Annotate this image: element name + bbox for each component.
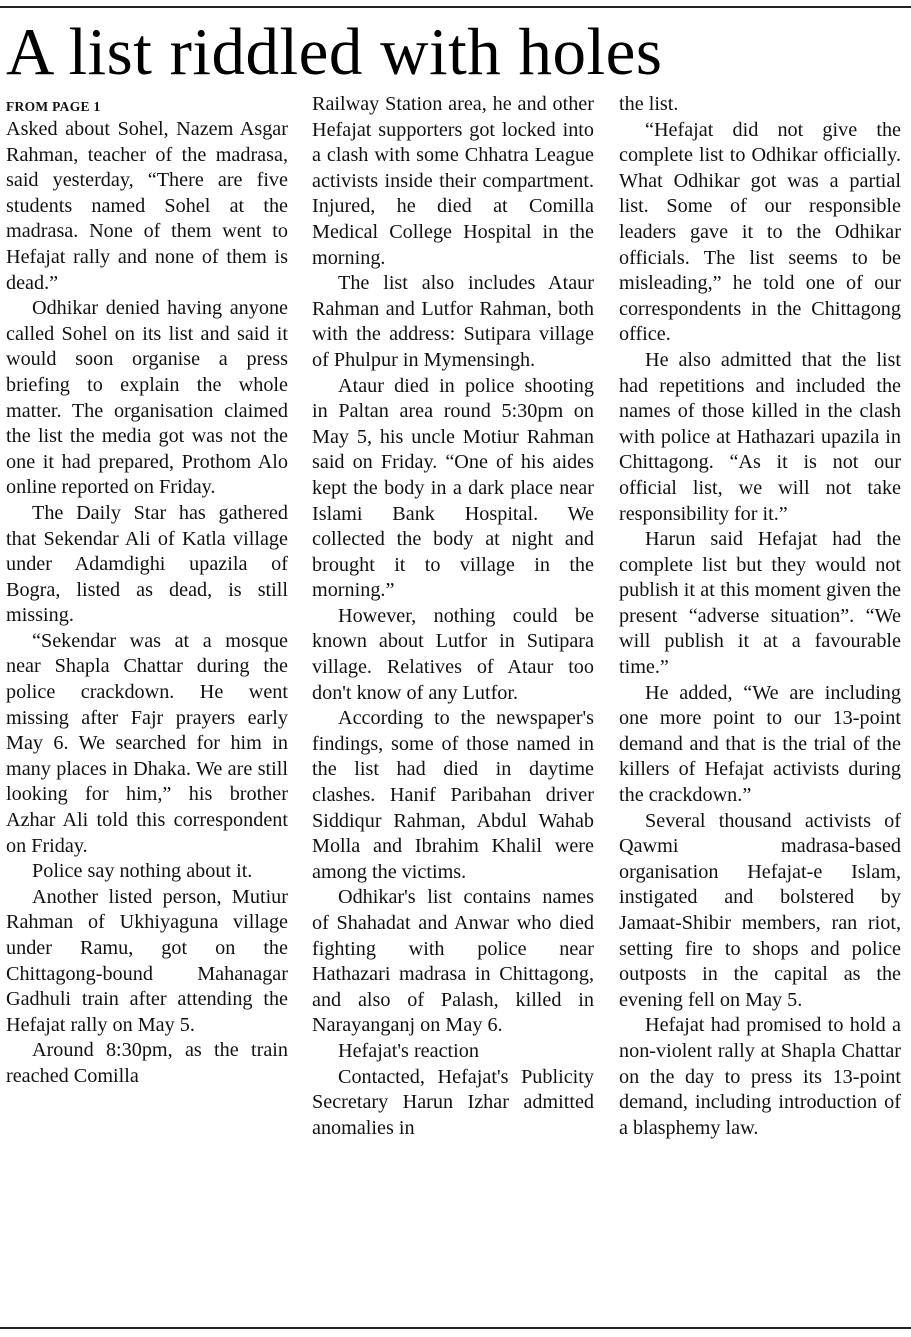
paragraph: He added, “We are including one more point to our 13-point demand and that is the trial of the killers of Hefajat activists during the crackdown.” (619, 681, 901, 807)
paragraph: However, nothing could be known about Lutfor in Sutipara village. Relatives of Ataur too don't know of any Lutfor. (312, 604, 594, 704)
kicker-from-page-1: FROM PAGE 1 (6, 99, 101, 114)
headline: A list riddled with holes (6, 15, 663, 89)
paragraph: “Sekendar was at a mosque near Shapla Chattar during the police crackdown. He went missing after Fajr prayers early May 6. We searched for him in many places in Dhaka. We are still looking for him,” his brother Azhar Ali told this correspondent on Friday. (6, 629, 288, 857)
paragraph: Police say nothing about it. (32, 860, 253, 883)
paragraph: Several thousand activists of Qawmi madrasa-based organisation Hefajat-e Islam, instigated and bolstered by Jamaat-Shibir members, ran riot, setting fire to shops and police outposts in the capital as the evening fell on May 5. (619, 809, 901, 1011)
paragraph: The list also includes Ataur Rahman and Lutfor Rahman, both with the address: Sutipara village of Phulpur in Mymensingh. (312, 272, 594, 371)
paragraph: “Hefajat did not give the complete list to Odhikar officially. What Odhikar got was a partial list. Some of our responsible leaders gave it to the Odhikar officials. The list seems to be misleading,” he told one of our correspondents in the Chittagong office. (619, 118, 901, 346)
paragraph: Around 8:30pm, as the train reached Comilla (6, 1039, 288, 1087)
column-3 (619, 92, 901, 1320)
paragraph: Railway Station area, he and other Hefajat supporters got locked into a clash with some Chhatra League activists inside their compartment. Injured, he died at Comilla Medical College Hospital in the morning. (312, 93, 594, 269)
paragraph: Ataur died in police shooting in Paltan area round 5:30pm on May 5, his uncle Motiur Rahman said on Friday. “One of his aides kept the body in a dark place near Islami Bank Hospital. We collected the body at night and brought it to village in the morning.” (312, 374, 594, 602)
paragraph: Hefajat had promised to hold a non-violent rally at Shapla Chattar on the day to press its 13-point demand, including introduction of a blasphemy law. (619, 1014, 901, 1139)
paragraph: According to the newspaper's findings, some of those named in the list had died in daytime clashes. Hanif Paribahan driver Siddiqur Rahman, Abdul Wahab Molla and Ibrahim Khalil were among the victims. (312, 707, 594, 883)
paragraph: Odhikar's list contains names of Shahadat and Anwar who died fighting with police near Hathazari madrasa in Chittagong, and also of Palash, killed in Narayanganj on May 6. (312, 886, 594, 1037)
paragraph: the list. (619, 93, 679, 115)
paragraph: Another listed person, Mutiur Rahman of Ukhiyaguna village under Ramu, got on the Chittagong-bound Mahanagar Gadhuli train after attending the Hefajat rally on May 5. (6, 885, 288, 1036)
subheading: Hefajat's reaction (338, 1039, 479, 1062)
paragraph: Contacted, Hefajat's Publicity Secretary Harun Izhar admitted anomalies in (312, 1065, 594, 1139)
paragraph: Asked about Sohel, Nazem Asgar Rahman, teacher of the madrasa, said yesterday, “There are five students named Sohel at the madrasa. None of them went to Hefajat rally and none of them is dead.” (6, 118, 288, 294)
paragraph: Odhikar denied having anyone called Sohel on its list and said it would soon organise a press briefing to explain the whole matter. The organisation claimed the list the media got was not the one it had prepared, Prothom Alo online reported on Friday. (6, 297, 288, 499)
column-1 (6, 92, 288, 1320)
top-rule (0, 6, 911, 8)
paragraph: Harun said Hefajat had the complete list but they would not publish it at this moment given the present “adverse situation”. “We will publish it at a favourable time.” (619, 528, 901, 679)
bottom-rule (0, 1327, 911, 1329)
paragraph: He also admitted that the list had repetitions and included the names of those killed in the clash with police at Hathazari upazila in Chittagong. “As it is not our official list, we will not take responsibility for it.” (619, 348, 901, 525)
paragraph: The Daily Star has gathered that Sekendar Ali of Katla village under Adamdighi upazila of Bogra, listed as dead, is still missing. (6, 501, 288, 627)
column-2 (312, 92, 594, 1320)
